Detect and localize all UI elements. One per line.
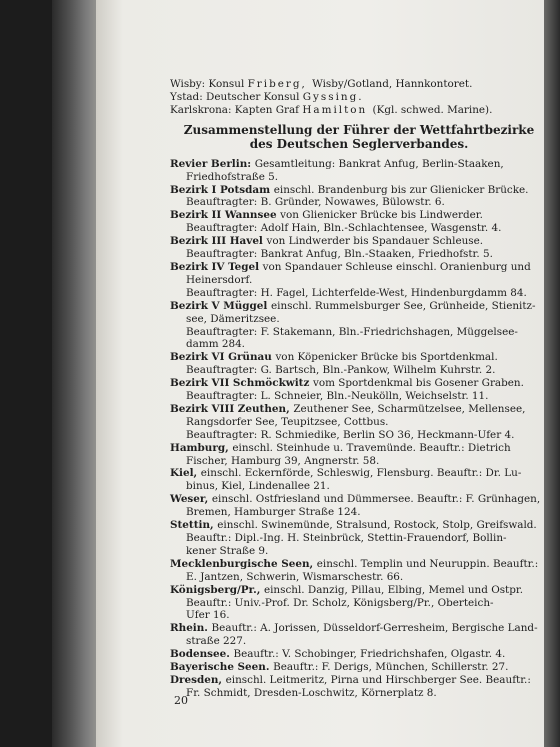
district-entry	[170, 184, 548, 210]
district-line-first	[170, 661, 548, 674]
consul-entry	[170, 91, 548, 104]
district-name: Mecklenburgische Seen,	[170, 557, 317, 570]
district-line-first	[170, 648, 548, 661]
district-text: einschl. Brandenburg bis zur Glienicker Brücke.	[273, 183, 529, 196]
district-name: Bodensee.	[170, 648, 234, 661]
consul-list	[170, 78, 548, 117]
consul-entry	[170, 78, 548, 91]
district-entry	[170, 467, 548, 493]
district-text: einschl. Ostfriesland und Dümmersee. Beauftr.: F. Grünhagen,	[211, 493, 541, 506]
district-line-cont: Beauftragter: R. Schmiedike, Berlin SO 36, Heckmann-Ufer 4.	[186, 428, 515, 441]
district-text: einschl. Rummelsburger See, Grünheide, Stienitz-	[270, 299, 536, 312]
district-line-first	[170, 584, 548, 597]
district-line-first	[170, 261, 548, 274]
district-line-cont: Rangsdorfer See, Teupitzsee, Cottbus.	[186, 415, 389, 428]
consul-detail: (Kgl. schwed. Marine).	[372, 103, 493, 116]
district-line-first	[170, 519, 548, 532]
district-line-first	[170, 403, 548, 416]
district-line-first	[170, 442, 548, 455]
consul-name: Friberg,	[247, 78, 313, 90]
district-entry	[170, 622, 548, 648]
district-line-first	[170, 467, 548, 480]
district-line-cont: Beauftragter: B. Gründer, Nowawes, Bülowstr. 6.	[186, 196, 445, 209]
district-entry	[170, 674, 548, 700]
district-name: Bezirk II Wannsee	[170, 209, 281, 222]
consul-name: Hamilton	[302, 103, 373, 116]
district-entry	[170, 209, 548, 235]
title-line-1: Zusammenstellung der Führer der Wettfahrtbezirke	[183, 122, 535, 137]
district-line-cont: Heinersdorf.	[186, 273, 253, 286]
district-list	[170, 158, 548, 700]
district-name: Königsberg/Pr.,	[170, 583, 264, 596]
consul-entry	[170, 104, 548, 117]
title-line-2: des Deutschen Seglerverbandes.	[249, 136, 469, 151]
district-entry	[170, 158, 548, 184]
district-line-first	[170, 674, 548, 687]
district-text: einschl. Eckernförde, Schleswig, Flensburg. Beauftr.: Dr. Lu-	[200, 467, 522, 480]
district-text: Gesamtleitung: Bankrat Anfug, Berlin-Staaken,	[254, 157, 504, 170]
district-entry	[170, 403, 548, 442]
district-text: einschl. Swinemünde, Stralsund, Rostock, Stolp, Greifswald.	[217, 519, 537, 532]
district-line-cont: Fr. Schmidt, Dresden-Loschwitz, Körnerplatz 8.	[186, 686, 437, 699]
district-entry	[170, 442, 548, 468]
district-entry	[170, 519, 548, 558]
district-line-cont: Beauftragter: Adolf Hain, Bln.-Schlachtensee, Wasgenstr. 4.	[186, 222, 502, 235]
district-line-cont: Beauftragter: Bankrat Anfug, Bln.-Staaken, Friedhofstr. 5.	[186, 248, 493, 261]
district-line-first	[170, 158, 548, 171]
district-name: Bayerische Seen.	[170, 661, 274, 674]
district-line-first	[170, 622, 548, 635]
district-line-cont: Beauftragter: L. Schneier, Bln.-Neukölln, Weichselstr. 11.	[186, 390, 489, 403]
district-name: Bezirk V Müggel	[170, 299, 271, 312]
district-name: Hamburg,	[170, 441, 233, 454]
district-entry	[170, 558, 548, 584]
district-name: Bezirk VI Grünau	[170, 351, 276, 364]
consul-place: Karlskrona:	[170, 103, 235, 116]
district-name: Bezirk IV Tegel	[170, 260, 263, 273]
district-line-cont: binus, Kiel, Lindenallee 21.	[186, 480, 330, 493]
district-entry	[170, 235, 548, 261]
district-line-first	[170, 493, 548, 506]
district-entry	[170, 661, 548, 674]
district-text: Beauftr.: A. Jorissen, Düsseldorf-Gerresheim, Bergische Land-	[211, 622, 538, 635]
district-text: Beauftr.: V. Schobinger, Friedrichshafen, Olgastr. 4.	[233, 648, 506, 661]
district-line-cont: Beauftr.: Univ.-Prof. Dr. Scholz, Königsberg/Pr., Oberteich-	[186, 596, 494, 609]
district-name: Bezirk I Potsdam	[170, 183, 274, 196]
district-line-first	[170, 184, 548, 197]
district-text: von Köpenicker Brücke bis Sportdenkmal.	[275, 351, 498, 364]
district-name: Bezirk VII Schmöckwitz	[170, 377, 313, 390]
district-line-first	[170, 558, 548, 571]
district-name: Bezirk VIII Zeuthen,	[170, 402, 294, 415]
district-entry	[170, 300, 548, 352]
district-entry	[170, 584, 548, 623]
district-entry	[170, 648, 548, 661]
district-entry	[170, 493, 548, 519]
district-text: Zeuthener See, Scharmützelsee, Mellensee,	[293, 402, 526, 415]
district-line-first	[170, 209, 548, 222]
book-page-edges	[52, 0, 100, 747]
district-line-cont: Friedhofstraße 5.	[186, 170, 279, 183]
district-line-cont: Beauftragter: F. Stakemann, Bln.-Friedrichshagen, Müggelsee-	[186, 325, 518, 338]
district-text: Beauftr.: F. Derigs, München, Schillerstr. 27.	[273, 661, 509, 674]
page-text	[170, 78, 548, 700]
district-text: einschl. Templin und Neuruppin. Beauftr.:	[316, 557, 539, 570]
district-line-cont: Beauftragter: G. Bartsch, Bln.-Pankow, Wilhelm Kuhrstr. 2.	[186, 364, 496, 377]
district-name: Dresden,	[170, 673, 226, 686]
district-line-cont: Bremen, Hamburger Straße 124.	[186, 506, 361, 519]
district-line-first	[170, 377, 548, 390]
district-text: einschl. Danzig, Pillau, Elbing, Memel und Ostpr.	[263, 583, 524, 596]
consul-title: Konsul	[208, 78, 248, 90]
district-text: vom Sportdenkmal bis Gosener Graben.	[312, 377, 524, 390]
district-text: einschl. Steinhude u. Travemünde. Beauftr.: Dietrich	[232, 441, 511, 454]
district-text: einschl. Leitmeritz, Pirna und Hirschberger See. Beauftr.:	[225, 673, 531, 686]
district-line-cont: Ufer 16.	[186, 609, 230, 622]
district-name: Rhein.	[170, 622, 212, 635]
district-text: von Lindwerder bis Spandauer Schleuse.	[266, 235, 484, 248]
book-page	[96, 0, 544, 747]
district-entry	[170, 377, 548, 403]
district-line-cont: kener Straße 9.	[186, 544, 269, 557]
district-text: von Glienicker Brücke bis Lindwerder.	[280, 209, 483, 222]
district-line-cont: straße 227.	[186, 635, 247, 648]
consul-title: Deutscher Konsul	[206, 90, 303, 103]
consul-place: Ystad:	[170, 90, 207, 103]
consul-place: Wisby:	[170, 78, 209, 90]
district-line-cont: Beauftragter: H. Fagel, Lichterfelde-West, Hindenburgdamm 84.	[186, 286, 527, 299]
district-line-cont: E. Jantzen, Schwerin, Wismarschestr. 66.	[186, 570, 404, 583]
district-line-first	[170, 235, 548, 248]
district-text: von Spandauer Schleuse einschl. Oranienburg und	[262, 260, 531, 273]
consul-title: Kapten Graf	[234, 103, 303, 116]
district-name: Bezirk III Havel	[170, 235, 267, 248]
page-number: 20	[174, 694, 188, 707]
district-entry	[170, 351, 548, 377]
district-name: Revier Berlin:	[170, 157, 255, 170]
district-line-cont: see, Dämeritzsee.	[186, 312, 280, 325]
district-name: Stettin,	[170, 519, 218, 532]
district-line-cont: damm 284.	[186, 338, 245, 351]
consul-detail: Wisby/Gotland, Hannkontoret.	[312, 78, 473, 90]
district-name: Weser,	[170, 493, 212, 506]
district-line-cont: Fischer, Hamburg 39, Angnerstr. 58.	[186, 454, 380, 467]
consul-name: Gyssing.	[302, 90, 364, 103]
district-line-cont: Beauftr.: Dipl.-Ing. H. Steinbrück, Stettin-Frauendorf, Bollin-	[186, 532, 507, 544]
district-line-first	[170, 300, 548, 313]
section-title	[170, 123, 548, 151]
district-entry	[170, 261, 548, 300]
district-name: Kiel,	[170, 467, 201, 480]
district-line-first	[170, 351, 548, 364]
